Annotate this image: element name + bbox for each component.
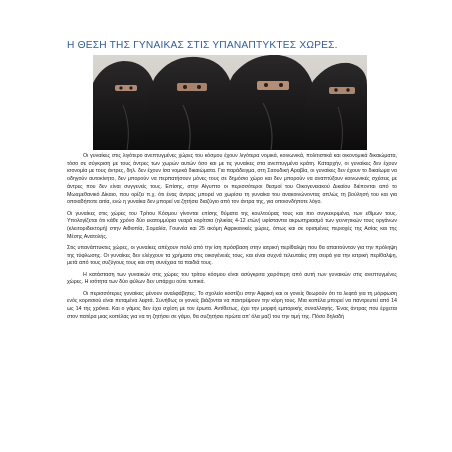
paragraph-1: Οι γυναίκες στις λιγότερο ανεπτυγμένες χώρες του κόσμου έχουν λιγότερα νομικά, κοινωνικά, πολιτιστικά και οικονομικά δικαιώματα, τόσο σε σύγκριση με τους άντρες των χωρών αυτών όσο και με τις γυναίκες στα ανεπτυγμένα κράτη. Καταρχήν, οι γυναίκες δεν έχουν ισονομία με τους άντρες, δηλ. δεν έχουν ίσα νομικά δικαιώματα. Για παράδειγμα, στη Σαουδική Αραβία, οι γυναίκες δεν έχουν το δικαίωμα να οδηγούν αυτοκίνητο, δεν μπορούν να περπατήσουν μόνες τους σε δημόσιο χώρο και δεν μπορούν να αναπτύξουν κοινωνικές σχέσεις με άντρες που δεν είναι συγγενείς τους. Επίσης, στην Αίγυπτο οι περισσότεροι θεσμοί του Οικογενειακού Δικαίου διέπονται από το Μωαμεθανικό Δίκαιο, που ορίζει π.χ. ότι ένας άντρας μπορεί να χωρίσει τη γυναίκα του ανακοινώνοντας απλώς τη βούλησή του και για οποιαδήποτε αιτία, ενώ η γυναίκα δεν μπορεί να ζητήσει διαζύγιο από τον άντρα της, για οποιονδήποτε λόγο. — [67, 153, 397, 206]
photo-veiled-women — [93, 55, 367, 150]
paragraph-3: Στις υπανάπτυκτες χώρες, οι γυναίκες απέχουν πολύ από την ίση πρόσβαση στην ιατρική περίθαλψη που θα απαιτούνταν για την πρόληψη της τύφλωσης. Οι γυναίκες δεν ελέγχουν τα χρήματα στις οικογένειές τους, και είναι συχνά τελευταίες στη σειρά για την ιατρική περίθαλψη, μετά από τους συζύγους τους και στη συνέχεια τα παιδιά τους. — [67, 244, 397, 267]
paragraph-4: Η κατάσταση των γυναικών στις χώρες του τρίτου κόσμου είναι ασύγκριτα χειρότερη από αυτή των γυναικών στις ανεπτυγμένες χώρες. Η ισότητα των δύο φύλων δεν υπάρχει ούτε τυπικά. — [67, 271, 397, 286]
document-body — [67, 153, 397, 325]
document-title: Η ΘΕΣΗ ΤΗΣ ΓΥΝΑΙΚΑΣ ΣΤΙΣ ΥΠΑΝΑΠΤΥΚΤΕΣ ΧΩΡΕΣ. — [67, 40, 338, 51]
paragraph-5: Οι περισσότερες γυναίκες μένουν αναλφάβητες. Το σχολείο κοστίζει στην Αφρική και οι γονείς θεωρούν ότι τα λεφτά για τη μόρφωση ενός κοριτσιού είναι πεταμένα λεφτά. Συνήθως οι γονείς βιάζονται να παντρέψουν την κόρη τους. Μια κοπέλα μπορεί να παντρευτεί από 14 ως 14 της χρόνια. Και ο γάμος δεν έχει σχέση με τον έρωτα. Αντίθετως, έχει την μορφή εμπορικής συναλλαγής. Ένας άντρας που έρχεται στον πατέρα μιας κοπέλας για να τη ζητήσει σε γάμο, θα συζητήσει πρώτα απ' όλα μαζί του την τιμή της. Πόσο δηλαδή — [67, 290, 397, 320]
paragraph-2: Οι γυναίκες στις χώρες του Τρίτου Κόσμου γίνονται επίσης θύματα της κουλτούρας τους και πιο συγκεκριμένα, των εθίμων τους. Υπολογίζεται ότι κάθε χρόνο δύο εκατομμύρια νεαρά κορίτσια (ηλικίας 4-12 ετών) υφίστανται ακρωτηριασμό των γεννητικών τους οργάνων (κλειτοριδεκτομή) στην Αιθιοπία, Σομαλία, Γουινέα και 25 ακόμη Αφρικανικές χώρες, όπως και σε ορισμένες περιοχές της Ασίας και της Μέσης Ανατολής. — [67, 210, 397, 240]
